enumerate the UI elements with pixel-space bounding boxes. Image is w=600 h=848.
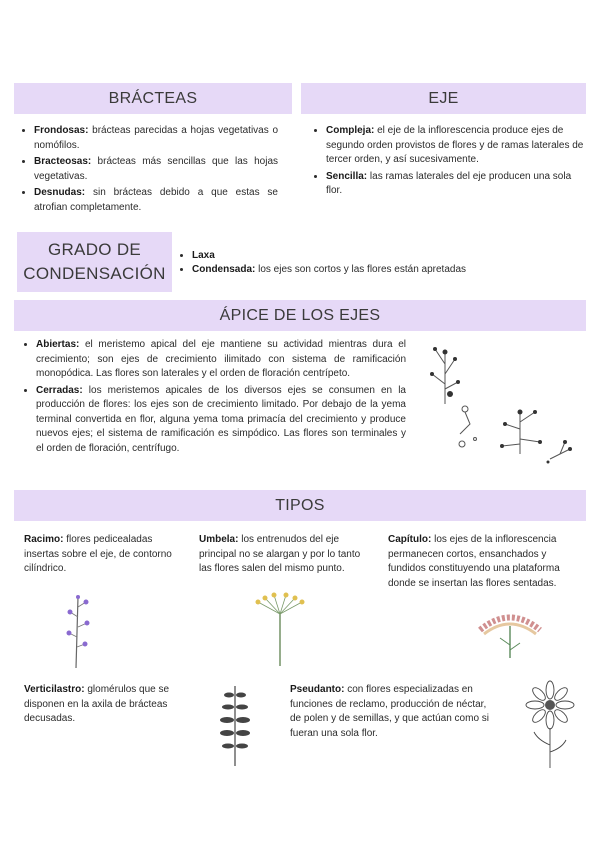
pseudanto-illustration [520,680,580,770]
grado-list [180,249,580,277]
list-item: • Laxa [192,249,580,263]
list-item: • Cerradas: los meristemos apicales de los diversos ejes se consumen en la producción de flores: los ejes son de crecimiento limitado. Por debajo de la yema terminal convertida en flor, alguna yema toma primacía del crecimiento y produce nuevos ejes; el sistema de ramificación es simpódico. Las flores son terminales y el orden de floración, centrífugo. [36,384,406,457]
eje-title: EJE [428,89,459,107]
grado-title-line1: GRADO DE [47,240,142,259]
racimo-text: Racimo: flores pedicealadas insertas sobre el eje, de contorno cilíndrico. [24,534,172,574]
grado-header [17,232,172,292]
bracteas-title: BRÁCTEAS [108,89,198,107]
verticilastro-text: Verticilastro: glomérulos que se disponen en la axila de brácteas decusadas. [24,684,170,724]
umbela-illustration [250,592,310,668]
pseudanto-text: Pseudanto: con flores especializadas en funciones de reclamo, producción de néctar, de polen y de semillas, y que actúan como si fueran una sola flor. [290,684,489,739]
apice-list [24,338,406,476]
list-item: • Condensada: los ejes son cortos y las flores están apretadas [192,263,580,277]
capitulo-illustration [470,600,550,660]
apice-title: ÁPICE DE LOS EJES [219,306,381,324]
list-item: • Bracteosas: brácteas más sencillas que las hojas vegetativas. [34,155,278,184]
verticilastro-illustration [215,683,255,768]
tipos-header [14,490,586,521]
tipos-title: TIPOS [275,496,325,514]
list-item: • Frondosas: brácteas parecidas a hojas vegetativas o nomófilos. [34,124,278,153]
eje-header [301,83,586,114]
list-item: • Abiertas: el meristemo apical del eje mantiene su actividad mientras dura el crecimiento; son ejes de crecimiento ilimitado con sistema de ramificación monopódica. Las flores son laterales y el orden de floración centrípeto. [36,338,406,382]
list-item: • Sencilla: las ramas laterales del eje producen una sola flor. [326,170,584,199]
apice-header [14,300,586,331]
list-item: • Desnudas: sin brácteas debido a que estas se atrofian completamente. [34,186,278,215]
racimo-illustration [58,592,108,670]
bracteas-list [22,124,278,217]
umbela-text: Umbela: los entrenudos del eje principal no se alargan y por lo tanto las flores salen del mismo punto. [199,534,361,574]
grado-title-line2: CONDENSACIÓN [23,264,166,283]
capitulo-text: Capítulo: los ejes de la inflorescencia permanecen cortos, ensanchados y fundidos constituyendo una plataforma donde se insertan las flores sentadas. [388,534,560,589]
monopodial-inflorescence-illustration [420,334,585,484]
bracteas-header [14,83,292,114]
list-item: • Compleja: el eje de la inflorescencia produce ejes de segundo orden provistos de flores y de ramas laterales de tercer orden, y así sucesivamente. [326,124,584,168]
eje-list [314,124,584,201]
